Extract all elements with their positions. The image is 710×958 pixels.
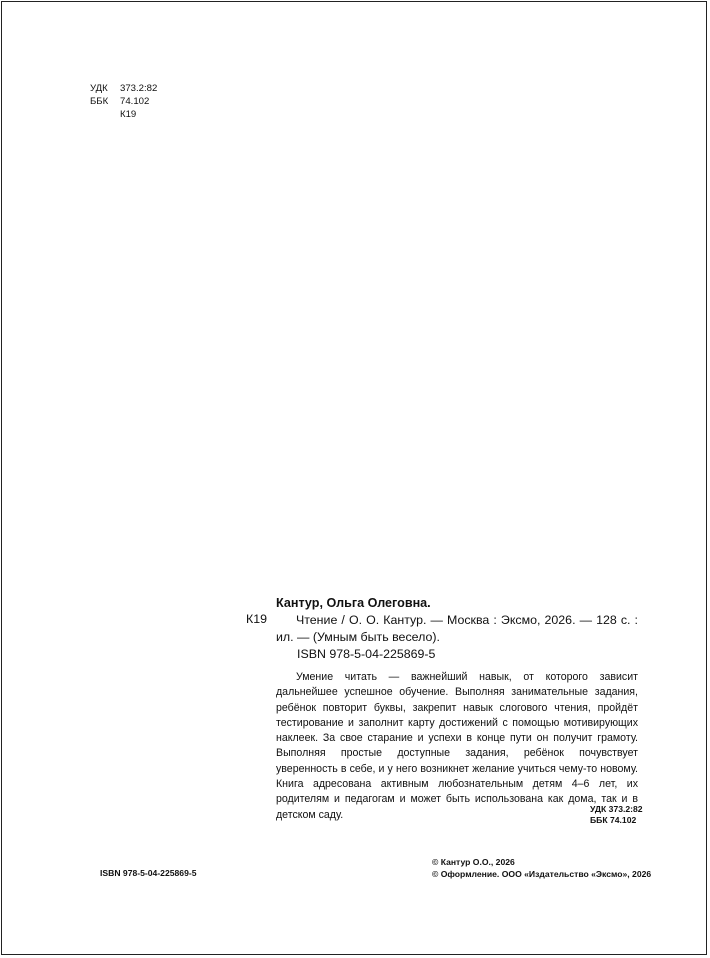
isbn-entry: ISBN 978-5-04-225869-5 xyxy=(297,647,436,661)
description-text: Чтение / О. О. Кантур. — Москва : Эксмо, 2026. — 128 с. : ил. — (Умным быть весело). xyxy=(276,613,638,644)
annotation xyxy=(276,670,638,823)
author-mark: К19 xyxy=(246,612,267,626)
copyright-author: © Кантур О.О., 2026 xyxy=(432,857,515,867)
bibliographic-description xyxy=(276,612,638,646)
isbn-footer: ISBN 978-5-04-225869-5 xyxy=(100,868,197,878)
bbk-value: 74.102 xyxy=(120,96,150,107)
author-mark-top: К19 xyxy=(120,109,137,120)
classification-codes-top xyxy=(90,82,157,121)
classification-codes-bottom xyxy=(590,804,643,826)
bbk-code: ББК 74.102 xyxy=(590,815,637,825)
bbk-label: ББК xyxy=(90,96,109,107)
copyright-design: © Оформление. ООО «Издательство «Эксмо», 2026 xyxy=(432,869,652,879)
annotation-text: Умение читать — важнейший навык, от которого зависит дальнейшее успешное обучение. Выполняя занимательные задания, ребёнок повторит буквы, закрепит навык слогового чтения, пройдёт тестирование и заполнит карту достижений с помощью мотивирующих наклеек. За свое старание и успехи в конце пути он получит грамоту. Выполняя простые доступные задания, ребёнок почувствует уверенность в себе, и у него возникнет желание учиться чему-то новому. Книга адресована активным любознательным детям 4–6 лет, их родителям и педагогам и может быть использована как дома, так и в детском саду. xyxy=(276,671,638,821)
udk-code: УДК 373.2:82 xyxy=(590,804,643,814)
udk-label: УДК xyxy=(90,83,108,94)
copyright-block xyxy=(432,856,651,880)
author-heading: Кантур, Ольга Олеговна. xyxy=(276,596,431,610)
udk-value: 373.2:82 xyxy=(120,83,158,94)
